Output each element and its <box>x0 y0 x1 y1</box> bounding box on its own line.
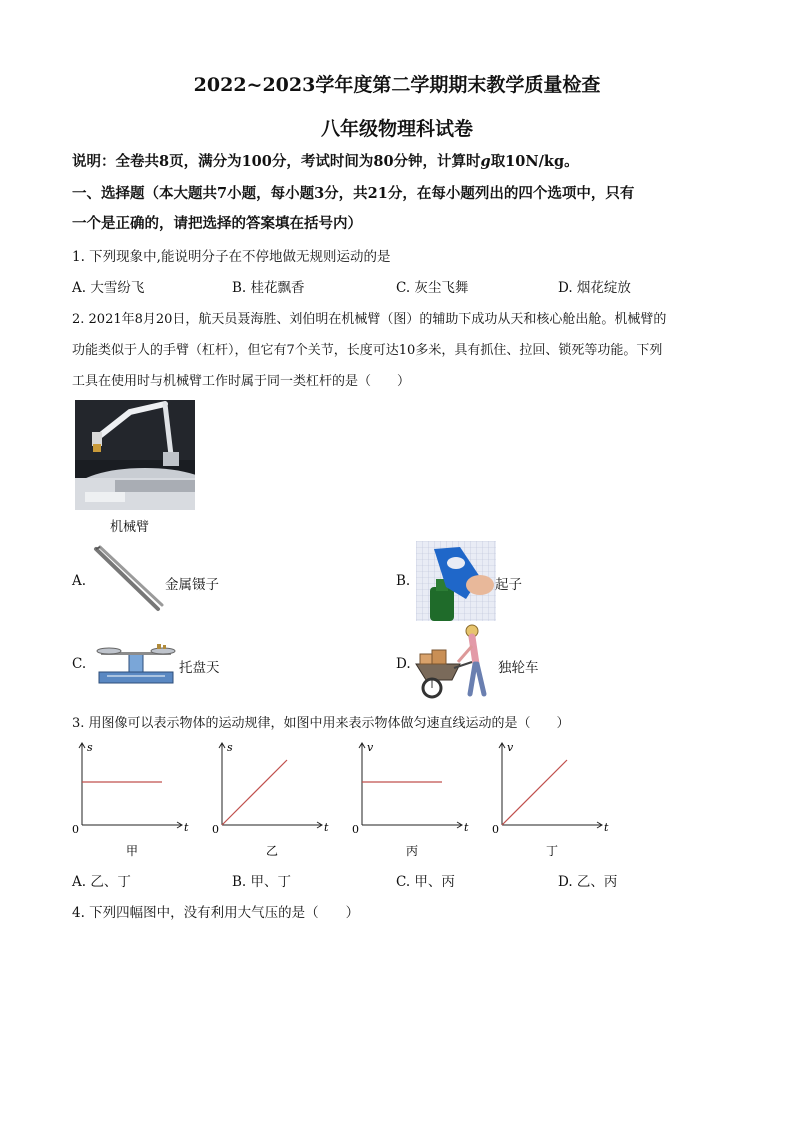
q2-option-b-label: 起子 <box>495 577 522 593</box>
graph-x-label: t <box>464 821 469 834</box>
q1-option-c: C. 灰尘飞舞 <box>396 280 469 296</box>
robotic-arm-image <box>75 400 195 510</box>
motion-graphs <box>66 735 626 863</box>
q1-option-d: D. 烟花绽放 <box>558 280 631 296</box>
question-2-line2: 功能类似于人的手臂（杠杆），但它有7个关节，长度可达10多米，具有抓住、拉回、锁死等功能。下列 <box>72 343 663 358</box>
q2-option-b-letter: B. <box>396 573 411 589</box>
graph-caption: 丙 <box>406 844 419 858</box>
exam-note <box>72 150 579 171</box>
page-subtitle: 八年级物理科试卷 <box>320 118 473 140</box>
graph-x-label: t <box>604 821 609 834</box>
graph-y-label: v <box>507 741 514 754</box>
graph-y-label: s <box>87 741 93 754</box>
q3-option-b: B. 甲、丁 <box>232 874 292 890</box>
page-title: 2022~2023学年度第二学期期末教学质量检查 <box>193 74 601 96</box>
graph-origin-label: 0 <box>212 823 219 836</box>
q1-option-a: A. 大雪纷飞 <box>72 280 145 296</box>
section-heading-line1: 一、选择题（本大题共7小题，每小题3分，共21分，在每小题列出的四个选项中，只有 <box>72 185 635 202</box>
question-2-line3: 工具在使用时与机械臂工作时属于同一类杠杆的是（ ） <box>72 374 411 389</box>
graph-y-label: v <box>367 741 374 754</box>
question-2-line1: 2. 2021年8月20日，航天员聂海胜、刘伯明在机械臂（图）的辅助下成功从天和核心舱出舱。机械臂的 <box>72 312 667 327</box>
q2-option-a-label: 金属镊子 <box>165 577 219 593</box>
q1-option-b: B. 桂花飘香 <box>232 280 305 296</box>
bottle-opener-image <box>416 541 496 621</box>
graph-caption: 甲 <box>126 844 139 858</box>
section-heading-line2: 一个是正确的，请把选择的答案填在括号内） <box>72 215 362 232</box>
graph-origin-label: 0 <box>72 823 79 836</box>
graph-origin-label: 0 <box>352 823 359 836</box>
q3-option-d: D. 乙、丙 <box>558 874 618 890</box>
q2-option-d-letter: D. <box>396 656 411 672</box>
note-suffix: 取10N/kg。 <box>490 153 579 170</box>
tweezers-image <box>92 545 164 615</box>
question-1-stem: 1. 下列现象中,能说明分子在不停地做无规则运动的是 <box>72 249 391 265</box>
question-4-stem: 4. 下列四幅图中，没有利用大气压的是（ ） <box>72 905 360 921</box>
q3-option-c: C. 甲、丙 <box>396 874 455 890</box>
q2-option-c-label: 托盘天 <box>179 660 220 676</box>
q2-option-d-label: 独轮车 <box>498 660 539 676</box>
motion-graphs-svg <box>66 735 626 863</box>
note-g: g <box>480 153 491 170</box>
q2-option-a-letter: A. <box>72 573 87 589</box>
note-prefix: 说明：全卷共8页，满分为100分，考试时间为80分钟，计算时 <box>72 153 481 170</box>
q3-option-a: A. 乙、丁 <box>72 874 131 890</box>
graph-x-label: t <box>324 821 329 834</box>
graph-origin-label: 0 <box>492 823 499 836</box>
graph-caption: 丁 <box>546 844 559 858</box>
graph-data-line <box>502 760 567 825</box>
graph-x-label: t <box>184 821 189 834</box>
graph-y-label: s <box>227 741 233 754</box>
graph-data-line <box>222 760 287 825</box>
q2-option-c-letter: C. <box>72 656 87 672</box>
question-3-stem: 3. 用图像可以表示物体的运动规律，如图中用来表示物体做匀速直线运动的是（ ） <box>72 716 570 731</box>
balance-scale-image <box>95 642 177 686</box>
graph-caption: 乙 <box>266 844 279 858</box>
robotic-arm-caption: 机械臂 <box>110 520 150 535</box>
wheelbarrow-image <box>414 624 500 702</box>
